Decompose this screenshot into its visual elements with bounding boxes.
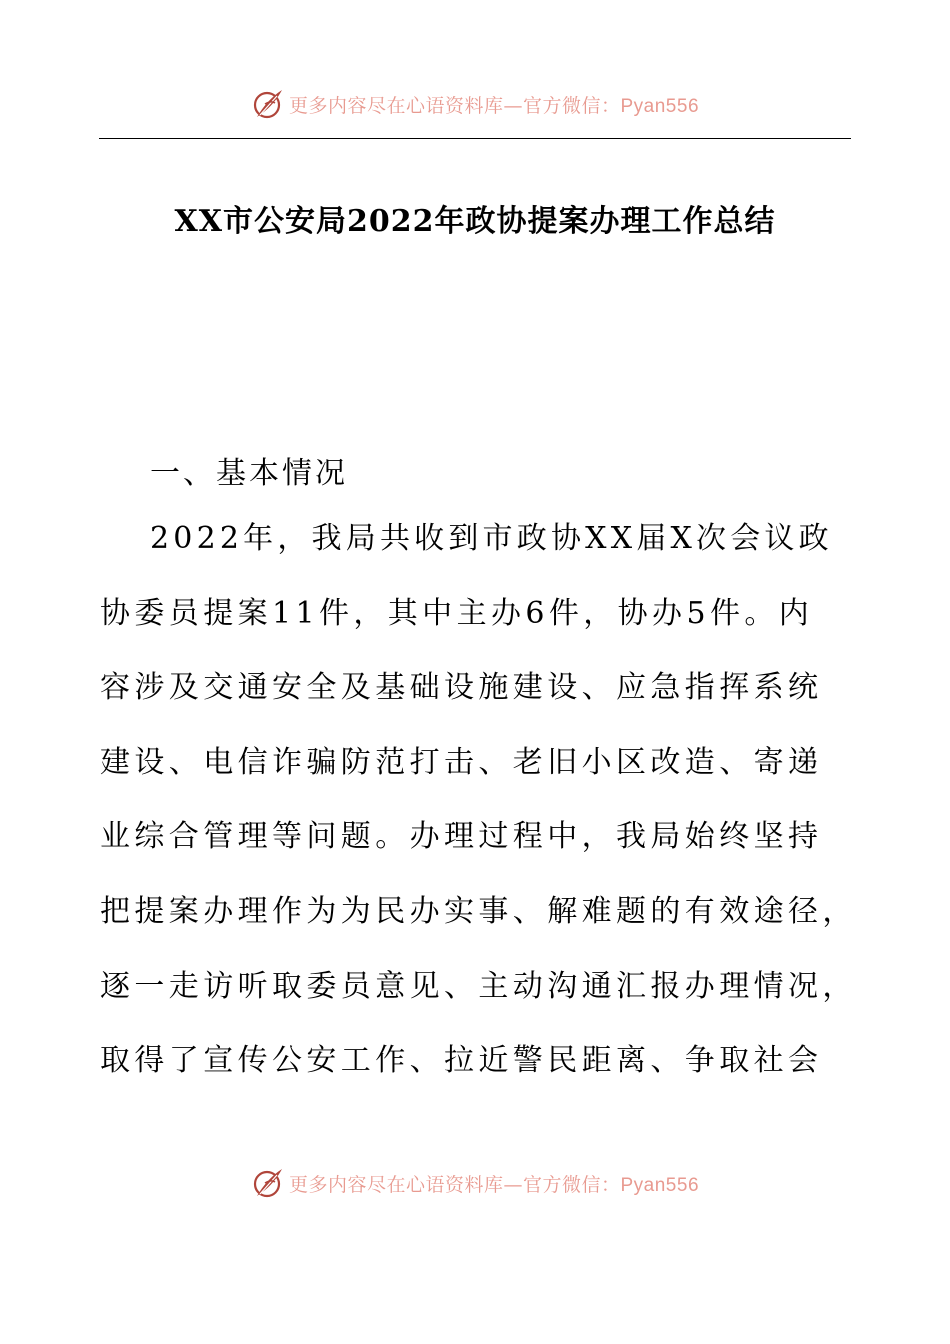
footer-promo-label: 更多内容尽在心语资料库—官方微信： <box>288 1173 621 1196</box>
body-line: 2022年，我局共收到市政协XX届X次会议政 <box>150 521 833 556</box>
quill-logo-icon <box>251 87 285 121</box>
footer-wechat-id: Pyan556 <box>620 1174 700 1196</box>
header-divider <box>99 138 851 139</box>
quill-logo-icon <box>251 1166 285 1200</box>
header-wechat-id: Pyan556 <box>620 95 700 117</box>
body-line: 建设、电信诈骗防范打击、老旧小区改造、寄递 <box>100 744 823 780</box>
footer-promo-text <box>289 1170 699 1197</box>
body-line: 取得了宣传公安工作、拉近警民距离、争取社会 <box>100 1043 823 1079</box>
body-line: 协委员提案11件，其中主办6件，协办5件。内 <box>100 595 814 631</box>
page-footer <box>0 1163 950 1203</box>
body-line: 业综合管理等问题。办理过程中，我局始终坚持 <box>100 819 823 855</box>
body-line: 把提案办理作为为民办实事、解难题的有效途径， <box>100 893 857 929</box>
body-line: 逐一走访听取委员意见、主动沟通汇报办理情况， <box>100 968 857 1004</box>
document-title: XX市公安局2022年政协提案办理工作总结 <box>174 204 776 239</box>
header-promo-label: 更多内容尽在心语资料库—官方微信： <box>288 94 621 117</box>
section-heading: 一、基本情况 <box>150 456 348 491</box>
header-promo-text <box>289 91 699 118</box>
body-line: 容涉及交通安全及基础设施建设、应急指挥系统 <box>100 670 823 706</box>
body-paragraph <box>100 502 860 1099</box>
page-header <box>0 84 950 124</box>
